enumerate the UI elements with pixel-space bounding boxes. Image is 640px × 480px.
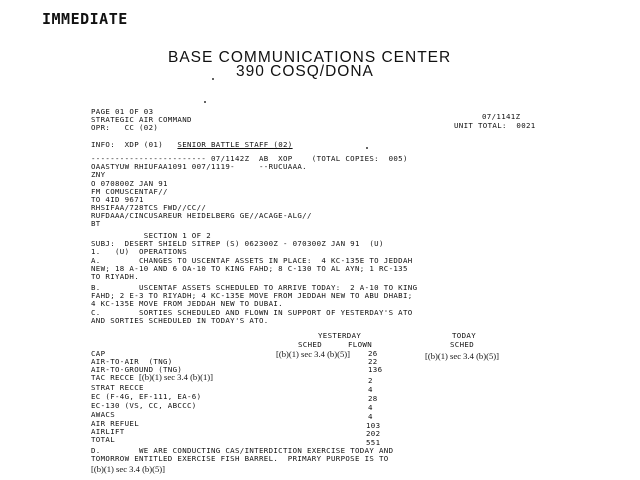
table-row-label: AIRLIFT [91, 427, 125, 436]
body-line: 4 KC-135E MOVE FROM JEDDAH NEW TO DUBAI. [91, 299, 283, 308]
col-header-sched: SCHED [298, 340, 322, 349]
table-row-flown: 551 [366, 438, 381, 447]
header-title: BASE COMMUNICATIONS CENTER [168, 49, 452, 66]
routing-line: ------------------------ 07/1142Z AB XOP (TOTAL COPIES: 005) [91, 154, 408, 163]
table-row-label: AIR-TO-GROUND (TNG) [91, 365, 183, 374]
redaction-sched: [(b)(1) sec 3.4 (b)(5)] [276, 349, 350, 359]
body-line: NEW; 18 A-10 AND 6 OA-10 TO KING FAHD; 8 C-130 TO AL AYN; 1 RC-135 [91, 264, 408, 273]
scan-speck [204, 101, 206, 103]
opr-line: OPR: CC (02) [91, 123, 159, 132]
table-row-label: TOTAL [91, 435, 115, 444]
redaction-tac-recce: [(b)(1) sec 3.4 (b)(1)] [139, 372, 213, 382]
table-row-label: STRAT RECCE [91, 383, 144, 392]
table-row-flown: 28 [368, 394, 378, 403]
subject-line: SUBJ: DESERT SHIELD SITREP (S) 062300Z - 070300Z JAN 91 (U) [91, 239, 384, 248]
msg-header-line: ZNY [91, 170, 106, 179]
table-row-label: CAP [91, 349, 106, 358]
header-subtitle: 390 COSQ/DONA [236, 63, 374, 80]
table-row-flown: 4 [368, 412, 373, 421]
msg-header-line: RUFDAAA/CINCUSAREUR HEIDELBERG GE//ACAGE-ALG// [91, 211, 312, 220]
body-line: AND SORTIES SCHEDULED IN TODAY'S ATO. [91, 316, 269, 325]
info-distribution: SENIOR BATTLE STAFF (02) [177, 140, 293, 149]
scan-speck [212, 78, 214, 80]
table-row-flown: 202 [366, 429, 381, 438]
ref-time: 07/1141Z [482, 112, 521, 121]
col-header-flown: FLOWN [348, 340, 372, 349]
body-line: TO RIYADH. [91, 272, 139, 281]
body-line: A. CHANGES TO USCENTAF ASSETS IN PLACE: 4 KC-135E TO JEDDAH [91, 256, 413, 265]
redaction-final: [(b)(1) sec 3.4 (b)(5)] [91, 464, 165, 474]
table-row-flown: 103 [366, 421, 381, 430]
unit-total: UNIT TOTAL: 0021 [454, 121, 536, 130]
col-header-sched-today: SCHED [450, 340, 474, 349]
body-line: D. WE ARE CONDUCTING CAS/INTERDICTION EXERCISE TODAY AND [91, 446, 394, 455]
msg-header-line: OAASTYUW RHIUFAA1091 007/1119- --RUCUAAA. [91, 162, 307, 171]
msg-header-line: TO 4ID 9671 [91, 195, 144, 204]
msg-header-line: O 070800Z JAN 91 [91, 179, 168, 188]
table-row-flown: 26 [368, 349, 378, 358]
col-header-yesterday: YESTERDAY [318, 331, 362, 340]
info-prefix: INFO: XDP (01) [91, 140, 163, 149]
page-indicator: PAGE 01 OF 03 [91, 107, 154, 116]
info-line [91, 141, 293, 149]
body-line: B. USCENTAF ASSETS SCHEDULED TO ARRIVE TODAY: 2 A-10 TO KING [91, 283, 418, 292]
table-row-label: TAC RECCE [91, 373, 135, 382]
msg-header-line: RHSIFAA/728TCS FWD//CC// [91, 203, 207, 212]
table-row-label: EC-130 (VS, CC, ABCCC) [91, 401, 197, 410]
command-name: STRATEGIC AIR COMMAND [91, 115, 192, 124]
body-line: FAHD; 2 E-3 TO RIYADH; 4 KC-135E MOVE FROM JEDDAH NEW TO ABU DHABI; [91, 291, 413, 300]
body-line: TOMORROW ENTITLED EXERCISE FISH BARREL. PRIMARY PURPOSE IS TO [91, 454, 389, 463]
scan-speck [366, 147, 368, 149]
body-line: 1. (U) OPERATIONS [91, 247, 187, 256]
redaction-today: [(b)(1) sec 3.4 (b)(5)] [425, 351, 499, 361]
table-row-label: EC (F-4G, EF-111, EA-6) [91, 392, 202, 401]
table-row-label: AIR-TO-AIR (TNG) [91, 357, 173, 366]
table-row-label: AIR REFUEL [91, 419, 139, 428]
msg-header-line: FM COMUSCENTAF// [91, 187, 168, 196]
priority-stamp: IMMEDIATE [42, 10, 128, 28]
table-row-flown: 4 [368, 385, 373, 394]
section-title: SECTION 1 OF 2 [91, 231, 211, 240]
table-row-label: AWACS [91, 410, 115, 419]
table-row-flown: 22 [368, 357, 378, 366]
table-row-flown: 136 [368, 365, 383, 374]
col-header-today: TODAY [452, 331, 476, 340]
body-line: C. SORTIES SCHEDULED AND FLOWN IN SUPPORT OF YESTERDAY'S ATO [91, 308, 413, 317]
table-row-flown: 2 [368, 376, 373, 385]
msg-header-line: BT [91, 219, 101, 228]
table-row-flown: 4 [368, 403, 373, 412]
